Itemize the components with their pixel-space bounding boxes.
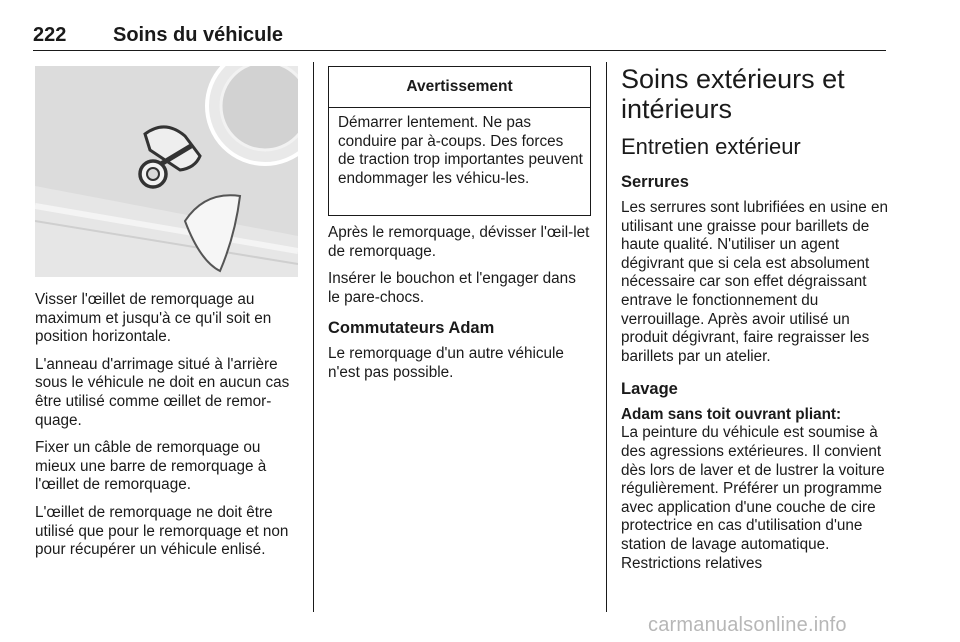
- warning-box: [328, 66, 591, 216]
- column-divider-2: [606, 62, 607, 612]
- paragraph-serrures: Les serrures sont lubrifiées en usine en utilisant une graisse pour barillets de haute qualité. N'utiliser un agent dégivrant que si cela est absolument nécessaire car son effet dégraissant entrave le fonctionnement du verrouillage. Après avoir utilisé un produit dégivrant, faire regraisser les barillets par un atelier.: [621, 199, 888, 365]
- warning-title: Avertissement: [329, 67, 590, 108]
- column-2-text: [328, 224, 591, 383]
- heading-lavage: Lavage: [621, 380, 678, 399]
- paragraph-6: Insérer le bouchon et l'engager dans le pare-chocs.: [328, 270, 576, 306]
- paragraph-5: Après le remorquage, dévisser l'œil-let de remorquage.: [328, 224, 590, 260]
- towing-eye-drawing: [35, 66, 298, 277]
- lavage-subheading: Adam sans toit ouvrant pliant:: [621, 406, 842, 424]
- column-1-text: [35, 291, 298, 560]
- paragraph-lavage: La peinture du véhicule est soumise à des agressions extérieures. Il convient dès lors de laver et de lustrer la voiture régulièrement. Préférer un programme avec application d'une couche de cire protectrice en cas d'utilisation d'une station de lavage automatique. Restrictions relatives: [621, 424, 885, 572]
- paragraph-1: Visser l'œillet de remorquage au maximum et jusqu'à ce qu'il soit en position horizontale.: [35, 291, 272, 346]
- paragraph-2: L'anneau d'arrimage situé à l'arrière sous le véhicule ne doit en aucun cas être utilisé comme œillet de remor-quage.: [35, 355, 290, 429]
- paragraph-4: L'œillet de remorquage ne doit être utilisé que pour le remorquage et non pour récupérer un véhicule enlisé.: [35, 503, 289, 559]
- heading-serrures: Serrures: [621, 173, 689, 191]
- column-divider-1: [313, 62, 314, 612]
- towing-eye-illustration: [35, 66, 298, 277]
- main-title: Soins extérieurs et intérieurs: [621, 64, 845, 124]
- paragraph-7: Le remorquage d'un autre véhicule n'est pas possible.: [328, 345, 564, 381]
- warning-body: Démarrer lentement. Ne pas conduire par à-coups. Des forces de traction trop importantes peuvent endommager les véhicu-les.: [338, 114, 583, 187]
- column-3-text: [621, 64, 889, 573]
- watermark: carmanualsonline.info: [648, 614, 847, 636]
- heading-commutateurs: Commutateurs Adam: [328, 319, 495, 338]
- subtitle: Entretien extérieur: [621, 134, 801, 159]
- page-header: [33, 24, 886, 52]
- section-title: Soins du véhicule: [113, 24, 284, 46]
- header-rule: [33, 50, 886, 51]
- paragraph-3: Fixer un câble de remorquage ou mieux une barre de remorquage à l'œillet de remorquage.: [35, 439, 267, 494]
- page-number: 222: [33, 24, 67, 46]
